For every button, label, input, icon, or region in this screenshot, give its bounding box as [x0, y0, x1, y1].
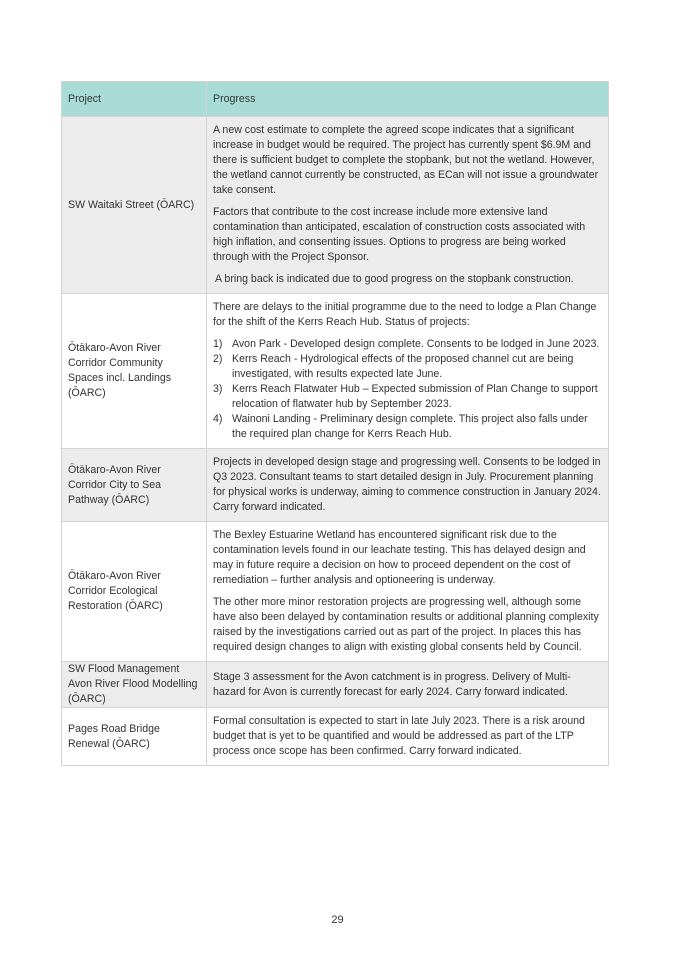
header-project: Project	[62, 82, 207, 117]
list-item-text: Wainoni Landing - Preliminary design complete. This project also falls under the required plan change for Kerrs Reach Hub.	[232, 413, 588, 440]
progress-cell	[207, 662, 609, 708]
project-name: Ōtākaro-Avon River Corridor City to Sea Pathway (ŌARC)	[68, 463, 162, 506]
project-cell	[62, 294, 207, 449]
project-cell	[62, 449, 207, 522]
table-row	[62, 294, 609, 449]
project-name: Pages Road Bridge Renewal (ŌARC)	[68, 722, 160, 750]
status-list	[213, 337, 602, 442]
progress-paragraph: A new cost estimate to complete the agreed scope indicates that a significant increase in budget would be required. The project has currently spent $6.9M and there is sufficient budget to complete the stopbank, but not the wetland. However, the wetland cannot currently be constructed, as ECan will not issue a groundwater take consent.	[213, 124, 599, 196]
header-progress: Progress	[207, 82, 609, 117]
progress-paragraph: There are delays to the initial programme due to the need to lodge a Plan Change for the shift of the Kerrs Reach Hub. Status of projects:	[213, 301, 597, 328]
table-row	[62, 522, 609, 662]
project-name: Ōtākaro-Avon River Corridor Community Spaces incl. Landings (ŌARC)	[68, 342, 172, 399]
table-row	[62, 708, 609, 766]
progress-paragraph: Formal consultation is expected to start in late July 2023. There is a risk around budget that is yet to be quantified and would be addressed as part of the LTP process once scope has been confirmed. Carry forward indicated.	[213, 715, 585, 757]
page-number: 29	[331, 914, 344, 926]
table-row	[62, 662, 609, 708]
list-item	[213, 412, 602, 442]
project-cell	[62, 522, 207, 662]
project-cell	[62, 117, 207, 294]
list-item	[213, 352, 602, 382]
progress-paragraph: The other more minor restoration projects are progressing well, although some have also been delayed by contamination results or additional planning complexity raised by the investigations carried out as part of the project. In places this has required design changes to align with existing global consents held by Council.	[213, 596, 599, 653]
progress-cell	[207, 708, 609, 766]
table-row	[62, 449, 609, 522]
table-row	[62, 117, 609, 294]
progress-paragraph: A bring back is indicated due to good progress on the stopbank construction.	[215, 273, 574, 285]
list-item-text: Avon Park - Developed design complete. Consents to be lodged in June 2023.	[232, 338, 600, 350]
project-cell	[62, 662, 207, 708]
project-cell	[62, 708, 207, 766]
progress-paragraph: Factors that contribute to the cost increase include more extensive land contamination than anticipated, escalation of construction costs associated with high inflation, and consenting issues. Options to progress are being worked through with the Project Sponsor.	[213, 206, 586, 263]
progress-paragraph: Projects in developed design stage and progressing well. Consents to be lodged in Q3 2023. Consultant teams to start detailed design in July. Procurement planning for physical works is underway, aiming to commence construction in January 2024. Carry forward indicated.	[213, 456, 601, 513]
progress-cell	[207, 117, 609, 294]
progress-paragraph: The Bexley Estuarine Wetland has encountered significant risk due to the contamination levels found in our leachate testing. This has delayed design and may in future require a decision on how to proceed dependent on the cost of remediation – further analysis and optioneering is underway.	[213, 529, 586, 586]
progress-paragraph: Stage 3 assessment for the Avon catchment is in progress. Delivery of Multi-hazard for Avon is currently forecast for early 2024. Carry forward indicated.	[213, 670, 571, 698]
list-item-number: 1)	[213, 338, 223, 350]
project-name: Ōtākaro-Avon River Corridor Ecological Restoration (ŌARC)	[68, 570, 163, 612]
list-item-number: 3)	[213, 383, 223, 395]
project-name: SW Waitaki Street (ŌARC)	[68, 198, 195, 211]
progress-cell	[207, 522, 609, 662]
list-item	[213, 382, 602, 412]
table-header-row	[62, 82, 609, 117]
progress-table	[61, 81, 609, 766]
list-item	[213, 337, 602, 352]
list-item-text: Kerrs Reach Flatwater Hub – Expected submission of Plan Change to support relocation of flatwater hub by September 2023.	[232, 383, 598, 410]
list-item-number: 4)	[213, 413, 223, 425]
progress-cell	[207, 294, 609, 449]
list-item-number: 2)	[213, 353, 223, 365]
list-item-text: Kerrs Reach - Hydrological effects of the proposed channel cut are being investigated, with results expected late June.	[232, 353, 574, 380]
progress-cell	[207, 449, 609, 522]
project-name: SW Flood Management Avon River Flood Modelling (ŌARC)	[68, 663, 198, 705]
